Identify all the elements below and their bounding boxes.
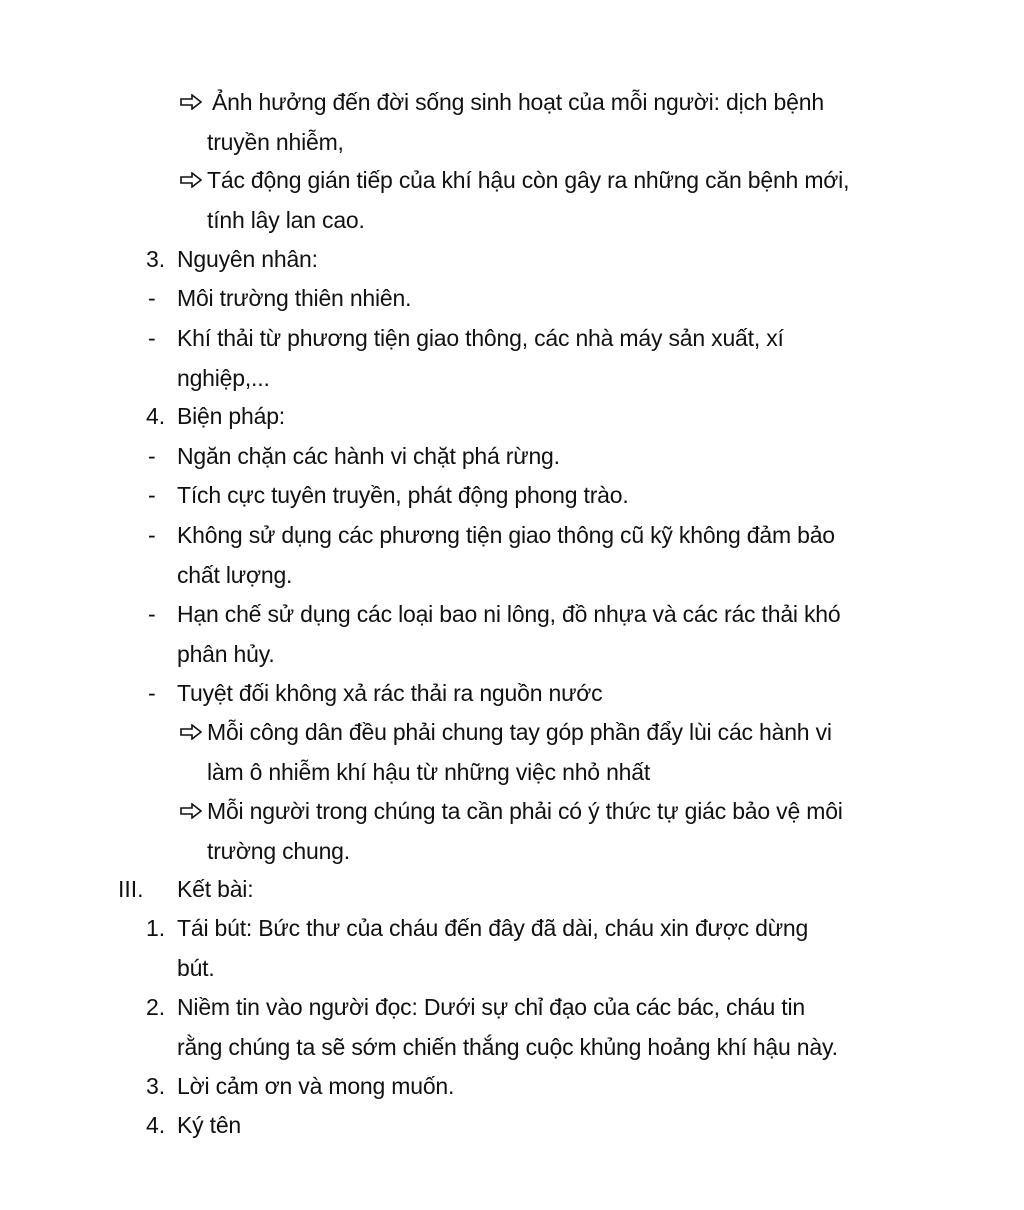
list-item-text: rằng chúng ta sẽ sớm chiến thắng cuộc khủng hoảng khí hậu này.	[177, 1034, 838, 1060]
list-item-text: Môi trường thiên nhiên.	[177, 285, 412, 311]
list-number: 3.	[146, 1073, 166, 1099]
section-heading: Biện pháp:	[177, 403, 285, 429]
list-item-text: Hạn chế sử dụng các loại bao ni lông, đồ nhựa và các rác thải khó	[177, 601, 841, 627]
dash-bullet: -	[148, 680, 156, 706]
right-arrow-icon	[180, 724, 202, 740]
list-item-text: Ký tên	[177, 1112, 242, 1138]
list-number: 1.	[146, 915, 166, 941]
list-number: 4.	[146, 403, 166, 429]
list-item-text: phân hủy.	[177, 641, 275, 667]
list-item-text: Không sử dụng các phương tiện giao thông cũ kỹ không đảm bảo	[177, 522, 835, 548]
arrow-item-text: làm ô nhiễm khí hậu từ những việc nhỏ nhất	[207, 759, 651, 785]
list-item-text: Khí thải từ phương tiện giao thông, các nhà máy sản xuất, xí	[177, 325, 784, 351]
dash-bullet: -	[148, 522, 156, 548]
section-heading: Nguyên nhân:	[177, 246, 318, 272]
arrow-item-text: Mỗi công dân đều phải chung tay góp phần đẩy lùi các hành vi	[207, 719, 832, 745]
list-item-text: Tái bút: Bức thư của cháu đến đây đã dài, cháu xin được dừng	[177, 915, 809, 941]
right-arrow-icon	[180, 94, 202, 110]
dash-bullet: -	[148, 325, 156, 351]
dash-bullet: -	[148, 443, 156, 469]
list-item-text: Ngăn chặn các hành vi chặt phá rừng.	[177, 443, 560, 469]
arrow-item-text: truyền nhiễm,	[207, 129, 344, 155]
arrow-item-text: Ảnh hưởng đến đời sống sinh hoạt của mỗi người: dịch bệnh	[212, 89, 824, 115]
list-item-text: Tuyệt đối không xả rác thải ra nguồn nước	[177, 680, 603, 706]
list-item-text: nghiệp,...	[177, 365, 270, 391]
list-item-text: chất lượng.	[177, 562, 293, 588]
dash-bullet: -	[148, 601, 156, 627]
list-item-text: Niềm tin vào người đọc: Dưới sự chỉ đạo của các bác, cháu tin	[177, 994, 805, 1020]
right-arrow-icon	[180, 803, 202, 819]
arrow-item-text: trường chung.	[207, 838, 350, 864]
list-item-text: Lời cảm ơn và mong muốn.	[177, 1073, 455, 1099]
roman-numeral: III.	[118, 876, 144, 902]
list-number: 2.	[146, 994, 166, 1020]
list-number: 3.	[146, 246, 166, 272]
right-arrow-icon	[180, 172, 202, 188]
arrow-item-text: tính lây lan cao.	[207, 207, 365, 233]
arrow-item-text: Mỗi người trong chúng ta cần phải có ý thức tự giác bảo vệ môi	[207, 798, 843, 824]
dash-bullet: -	[148, 482, 156, 508]
list-item-text: Tích cực tuyên truyền, phát động phong trào.	[177, 482, 629, 508]
list-number: 4.	[146, 1112, 166, 1138]
list-item-text: bút.	[177, 955, 215, 981]
dash-bullet: -	[148, 285, 156, 311]
part-heading: Kết bài:	[177, 876, 254, 902]
arrow-item-text: Tác động gián tiếp của khí hậu còn gây ra những căn bệnh mới,	[207, 167, 850, 193]
